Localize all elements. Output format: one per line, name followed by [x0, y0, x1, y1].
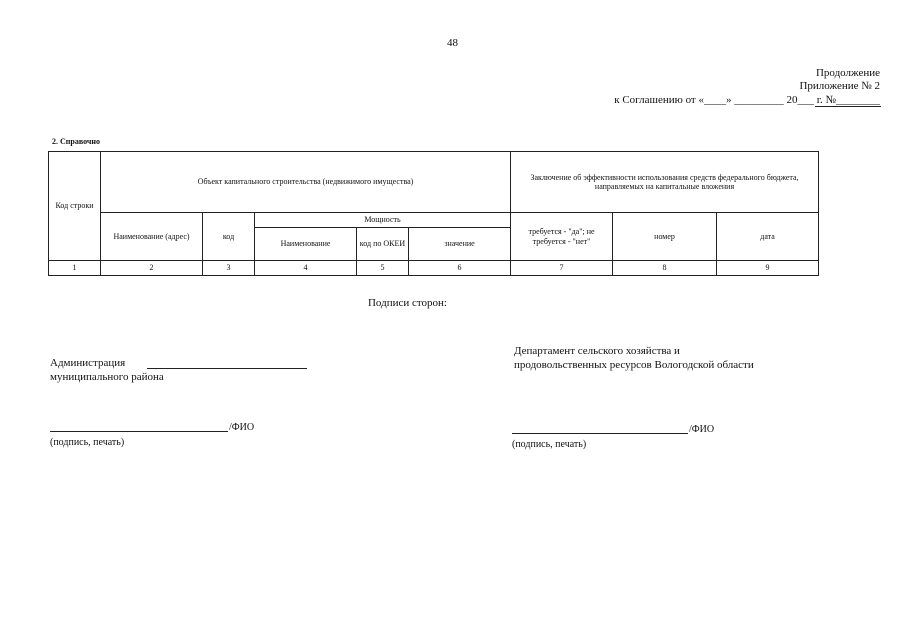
column-number: 3	[203, 261, 255, 276]
signatures-title: Подписи сторон:	[367, 297, 447, 309]
date-header: дата	[717, 213, 819, 261]
left-signature-line	[50, 431, 228, 432]
header-continuation: Продолжение	[815, 67, 880, 79]
conclusion-header: Заключение об эффективности использования средств федерального бюджета, направляемых на капитальные вложения	[511, 152, 819, 213]
header-appendix: Приложение № 2	[799, 80, 880, 92]
right-signature-line	[512, 433, 688, 434]
left-stamp-caption: (подпись, печать)	[50, 437, 125, 448]
agreement-number-underline	[815, 106, 881, 107]
section-title: 2. Справочно	[52, 137, 101, 146]
left-org-name-line2: муниципального района	[50, 371, 164, 383]
left-fio: /ФИО	[229, 422, 255, 433]
column-number: 2	[101, 261, 203, 276]
code-header: код	[203, 213, 255, 261]
column-number: 5	[357, 261, 409, 276]
left-org-underline	[147, 368, 307, 369]
left-org-name: Администрация	[50, 357, 126, 369]
column-number: 8	[613, 261, 717, 276]
name-address-header: Наименование (адрес)	[101, 213, 203, 261]
required-header: требуется - "да"; не требуется - "нет"	[511, 213, 613, 261]
capacity-name-header: Наименование	[255, 228, 357, 261]
reference-table	[48, 151, 819, 276]
right-stamp-caption: (подпись, печать)	[512, 439, 587, 450]
column-number: 6	[409, 261, 511, 276]
page-number: 48	[447, 37, 458, 49]
value-header: значение	[409, 228, 511, 261]
capacity-header: Мощность	[255, 213, 511, 228]
column-number: 9	[717, 261, 819, 276]
right-org-name: Департамент сельского хозяйства и продовольственных ресурсов Вологодской области	[514, 345, 754, 372]
object-header: Объект капитального строительства (недвижимого имущества)	[101, 152, 511, 213]
column-number: 7	[511, 261, 613, 276]
right-fio: /ФИО	[689, 424, 715, 435]
okei-code-header: код по ОКЕИ	[357, 228, 409, 261]
number-header: номер	[613, 213, 717, 261]
column-number: 1	[49, 261, 101, 276]
code-row-header: Код строки	[49, 152, 101, 261]
header-agreement: к Соглашению от «____» _________ 20___ г. №________	[614, 94, 880, 106]
column-number: 4	[255, 261, 357, 276]
